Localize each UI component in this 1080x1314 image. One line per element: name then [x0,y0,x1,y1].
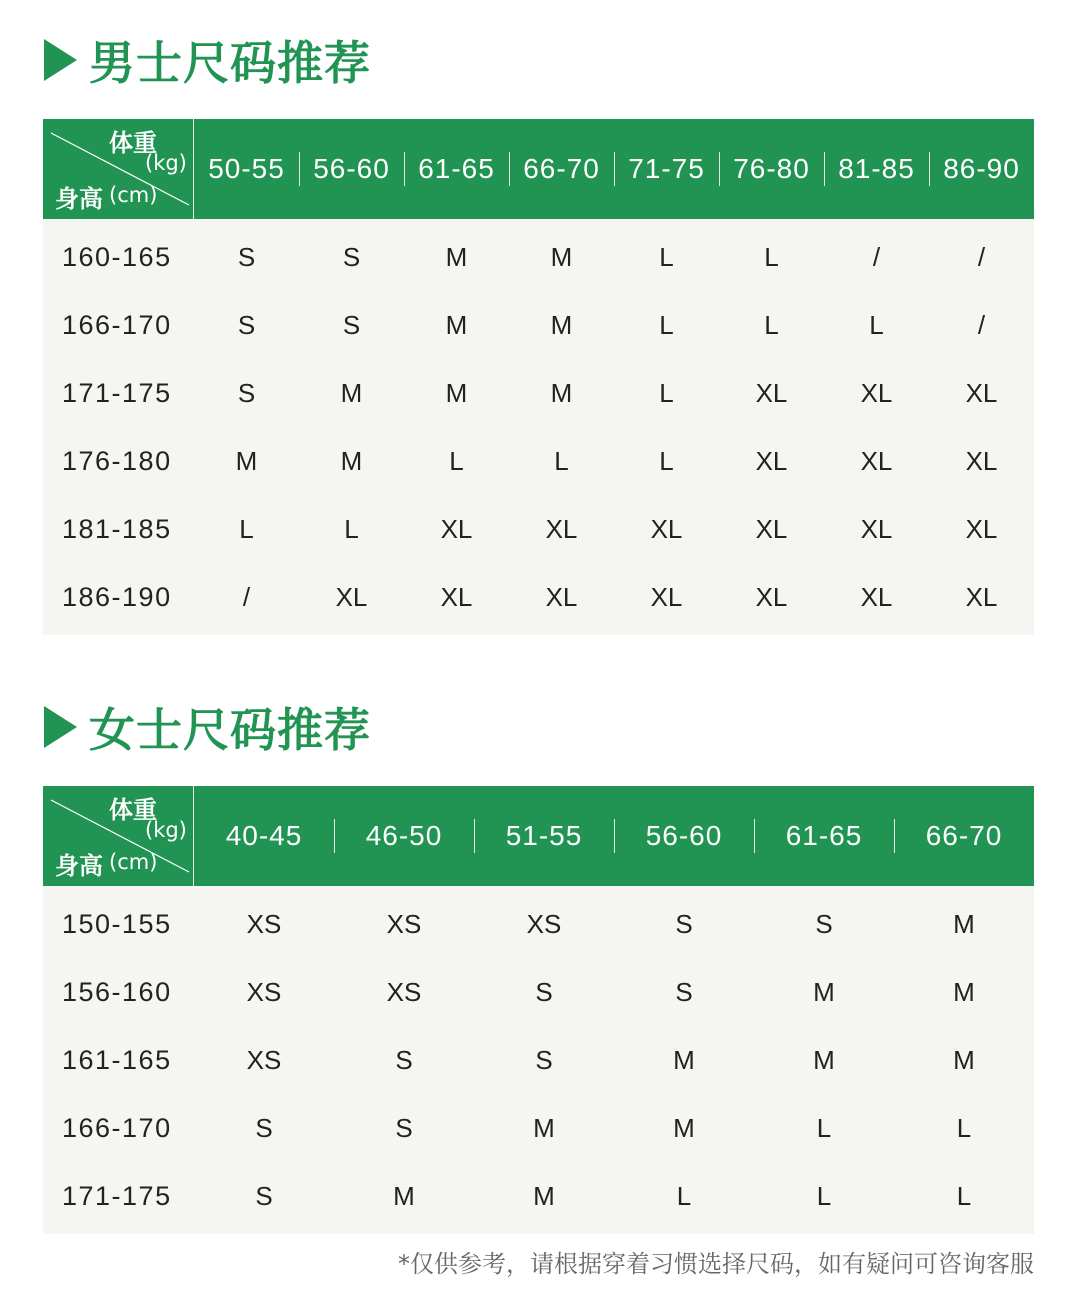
table-row [43,291,1034,359]
size-cell: S [535,976,553,1007]
size-cell: / [977,309,986,340]
size-cell: L [554,445,569,476]
size-cell: XS [246,1044,282,1075]
size-cell: XL [860,513,893,544]
weight-unit: (kg) [145,818,187,842]
size-cell: XL [965,581,998,612]
size-cell: L [816,1180,832,1211]
weight-col-header: 46-50 [334,817,474,855]
men-header-corner [43,119,194,219]
table-row [43,563,1034,631]
size-cell: XL [755,377,788,408]
size-cell: M [953,908,975,939]
size-cell: XS [386,908,422,939]
size-cell: XL [545,581,578,612]
height-range-cell: 161-165 [62,1044,172,1075]
size-cell: M [445,309,468,340]
size-cell: L [344,513,359,544]
table-row [43,427,1034,495]
weight-col-header: 71-75 [614,150,719,188]
size-cell: M [813,1044,835,1075]
size-cell: L [956,1180,972,1211]
size-cell: S [237,309,256,340]
size-cell: L [764,309,779,340]
table-row [43,359,1034,427]
size-cell: XL [860,377,893,408]
size-cell: S [237,377,256,408]
size-cell: XL [965,377,998,408]
size-cell: L [659,241,674,272]
weight-col-header: 66-70 [509,150,614,188]
size-cell: XL [860,445,893,476]
size-cell: XS [526,908,562,939]
size-cell: M [340,377,363,408]
size-cell: S [675,908,693,939]
size-cell: XL [650,581,683,612]
height-range-cell: 166-170 [62,1112,172,1143]
height-range-cell: 171-175 [62,377,172,408]
height-range-cell: 171-175 [62,1180,172,1211]
size-cell: XL [440,581,473,612]
size-cell: XL [965,513,998,544]
size-cell: XS [246,908,282,939]
size-cell: L [676,1180,692,1211]
height-range-cell: 150-155 [62,908,172,939]
women-title-text: 女士尺码推荐 [89,703,371,757]
table-row [43,958,1034,1026]
size-cell: M [533,1180,555,1211]
weight-col-header: 66-70 [894,817,1034,855]
women-table-body [43,890,1034,1230]
weight-col-header: 40-45 [225,820,303,851]
size-cell: L [449,445,464,476]
table-row [43,1094,1034,1162]
size-cell: M [673,1112,695,1143]
footnote: *仅供参考，请根据穿着习惯选择尺码，如有疑问可咨询客服 [398,1250,1034,1278]
height-range-cell: 176-180 [62,445,172,476]
size-cell: / [242,581,251,612]
weight-label: 体重 [109,129,157,157]
size-cell: S [815,908,833,939]
size-cell: / [977,241,986,272]
weight-col-header: 51-55 [474,817,614,855]
size-cell: L [956,1112,972,1143]
size-cell: XL [755,581,788,612]
size-cell: M [813,976,835,1007]
size-cell: XL [650,513,683,544]
height-range-cell: 160-165 [62,241,172,272]
size-cell: L [764,241,779,272]
play-triangle-icon [44,706,77,748]
size-cell: M [235,445,258,476]
size-cell: M [953,1044,975,1075]
table-row [43,1026,1034,1094]
size-cell: L [816,1112,832,1143]
size-cell: L [659,377,674,408]
size-cell: M [393,1180,415,1211]
size-cell: XL [440,513,473,544]
size-cell: XS [386,976,422,1007]
size-cell: M [550,309,573,340]
weight-col-header: 50-55 [208,153,285,184]
size-cell: XL [755,445,788,476]
height-unit: (cm) [109,850,158,874]
table-row [43,890,1034,958]
table-row [43,1162,1034,1230]
table-row [43,223,1034,291]
size-cell: XL [755,513,788,544]
size-cell: XL [335,581,368,612]
height-label: 身高 [55,185,103,213]
size-cell: S [675,976,693,1007]
height-range-cell: 186-190 [62,581,172,612]
weight-col-header: 61-65 [754,817,894,855]
women-table-header [43,786,1034,886]
height-unit: (cm) [109,183,158,207]
men-weight-columns [194,119,1034,219]
play-triangle-icon [44,39,77,81]
weight-label: 体重 [109,796,157,824]
size-cell: M [533,1112,555,1143]
women-header-corner [43,786,194,886]
men-title-text: 男士尺码推荐 [89,36,371,90]
size-cell: L [659,309,674,340]
size-cell: S [395,1044,413,1075]
size-cell: S [255,1112,273,1143]
women-section-title [44,697,371,757]
size-cell: L [659,445,674,476]
height-range-cell: 156-160 [62,976,172,1007]
size-cell: M [550,377,573,408]
size-cell: M [340,445,363,476]
weight-col-header: 56-60 [299,150,404,188]
weight-unit: (kg) [145,151,187,175]
height-range-cell: 166-170 [62,309,172,340]
size-cell: / [872,241,881,272]
size-cell: S [255,1180,273,1211]
size-cell: S [535,1044,553,1075]
men-section-title [44,30,371,90]
size-cell: S [342,309,361,340]
size-cell: XL [545,513,578,544]
weight-col-header: 81-85 [824,150,929,188]
table-row [43,495,1034,563]
size-cell: XL [965,445,998,476]
size-cell: S [237,241,256,272]
size-cell: L [239,513,254,544]
size-cell: S [395,1112,413,1143]
size-cell: M [445,377,468,408]
height-label: 身高 [55,852,103,880]
size-cell: M [953,976,975,1007]
women-weight-columns [194,786,1034,886]
weight-col-header: 86-90 [929,150,1034,188]
men-size-table [43,119,1034,635]
size-cell: S [342,241,361,272]
height-range-cell: 181-185 [62,513,172,544]
size-cell: XL [860,581,893,612]
size-cell: M [445,241,468,272]
size-cell: M [673,1044,695,1075]
women-size-table [43,786,1034,1234]
size-cell: M [550,241,573,272]
men-table-header [43,119,1034,219]
size-cell: XS [246,976,282,1007]
weight-col-header: 61-65 [404,150,509,188]
men-table-body [43,223,1034,631]
weight-col-header: 56-60 [614,817,754,855]
weight-col-header: 76-80 [719,150,824,188]
size-cell: L [869,309,884,340]
